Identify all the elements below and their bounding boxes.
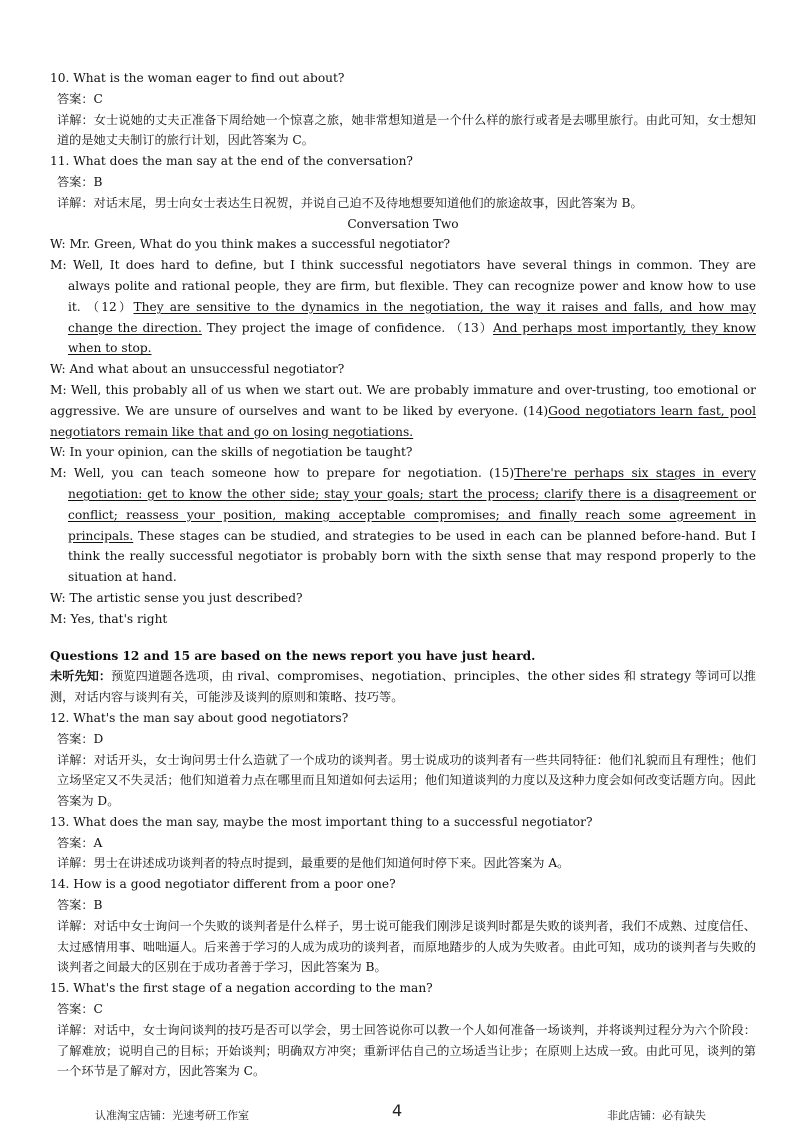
dialogue-m1-text-b: They project the image of confidence. （13） (201, 320, 493, 335)
question-11: 11. What does the man say at the end of the conversation? (50, 154, 413, 169)
question-15: 15. What's the first stage of a negation according to the man? (50, 981, 433, 996)
dialogue-m2-text: M: Well, this probably all of us when we start out. We are probably immature and over-trusting, too emotional or aggressive. We are unsure of ourselves and want to be liked by everyone. (14) (50, 382, 756, 418)
dialogue-m4: M: Yes, that's right (50, 611, 168, 626)
explanation-15: 详解：对话中，女士询问谈判的技巧是否可以学会，男士回答说你可以教一个人如何准备一场谈判，并将谈判过程分为六个阶段：了解难放；说明自己的目标；开始谈判；明确双方冲突；重新评估自己的立场适当让步；在原则上达成一致。由此可见，谈判的第一个环节是了解对方，因此答案为 C。 (57, 1022, 756, 1079)
question-13: 13. What does the man say, maybe the most important thing to a successful negotiator? (50, 814, 593, 829)
explanation-11: 详解：对话末尾，男士向女士表达生日祝贺，并说自己迫不及待地想要知道他们的旅途故事，因此答案为 B。 (57, 195, 643, 210)
footer-left-note: 认准淘宝店铺：光速考研工作室 (95, 1109, 249, 1122)
answer-13: 答案：A (57, 835, 103, 850)
answer-11: 答案：B (57, 174, 103, 189)
preview-text: 预览四道题各选项，由 rival、compromises、negotiation、principles、the other sides 和 strategy 等词可以推测，对话内容与谈判有关，可能涉及谈判的原则和策略、技巧等。 (50, 669, 756, 705)
underlined-answer-14: Good negotiators learn fast, pool negotiators remain like that and go on losing negotiations. (50, 403, 756, 439)
dialogue-w1: W: Mr. Green, What do you think makes a successful negotiator? (50, 237, 451, 252)
dialogue-m1 (50, 255, 756, 359)
question-14: 14. How is a good negotiator different from a poor one? (50, 877, 396, 892)
page-footer (0, 1101, 800, 1125)
answer-12: 答案：D (57, 731, 104, 746)
dialogue-m3 (50, 463, 756, 588)
underlined-answer-12: They are sensitive to the dynamics in the negotiation, the way it raises and falls, and how may change the direction. (68, 299, 756, 335)
section-gap (50, 630, 756, 646)
section-heading: Questions 12 and 15 are based on the news report you have just heard. (50, 648, 536, 663)
document-page (50, 68, 756, 1082)
dialogue-w4: W: The artistic sense you just described? (50, 590, 303, 605)
explanation-12: 详解：对话开头，女士询问男士什么造就了一个成功的谈判者。男士说成功的谈判者有一些共同特征：他们礼貌而且有理性；他们立场坚定又不失灵活；他们知道着力点在哪里而且知道如何去运用；他们知道谈判的力度以及这种力度会如何改变话题方向。因此答案为 D。 (57, 752, 756, 809)
preview-label: 未听先知： (50, 669, 112, 684)
underlined-answer-15: There're perhaps six stages in every negotiation: get to know the other side; stay your goals; start the process; clarify there is a disagreement or conflict; reassess your position, making acceptable compromises; and finally reach some agreement in principals. (68, 466, 756, 543)
answer-14: 答案：B (57, 898, 103, 913)
question-12: 12. What's the man say about good negotiators? (50, 710, 349, 725)
explanation-10: 详解：女士说她的丈夫正准备下周给她一个惊喜之旅，她非常想知道是一个什么样的旅行或者是去哪里旅行。由此可知，女士想知道的是她丈夫制订的旅行计划，因此答案为 C。 (57, 112, 756, 148)
dialogue-m3-text-a: M: Well, you can teach someone how to prepare for negotiation. (15) (50, 466, 515, 481)
dialogue-m1-text-a: M: Well, It does hard to define, but I think successful negotiators have several things in common. They are always polite and rational people, they are firm, but flexible. They can recognize power and know how to use it. （12） (50, 258, 756, 314)
answer-10: 答案：C (57, 91, 103, 106)
dialogue-w3: W: In your opinion, can the skills of negotiation be taught? (50, 445, 413, 460)
dialogue-m3-text-b: These stages can be studied, and strategies to be used in each can be planned before-hand. But I think the really successful negotiator is probably born with the sixth sense that may respond properly to the situation at hand. (68, 528, 756, 585)
explanation-14: 详解：对话中女士询问一个失败的谈判者是什么样子，男士说可能我们刚涉足谈判时都是失败的谈判者，我们不成熟、过度信任、太过感情用事、咄咄逼人。后来善于学习的人成为成功的谈判者，而原地踏步的人成为失败者。由此可知，成功的谈判者与失败的谈判者之间最大的区别在于成功者善于学习，因此答案为 B。 (57, 918, 756, 975)
footer-right-note: 非此店铺：必有缺失 (607, 1109, 706, 1122)
preview-paragraph (50, 666, 756, 708)
conversation-title: Conversation Two (347, 216, 459, 231)
dialogue-m2 (50, 380, 756, 442)
page-number: 4 (392, 1101, 403, 1120)
dialogue-w2: W: And what about an unsuccessful negotiator? (50, 362, 345, 377)
explanation-13: 详解：男士在讲述成功谈判者的特点时提到，最重要的是他们知道何时停下来。因此答案为 A。 (57, 856, 570, 871)
question-10: 10. What is the woman eager to find out about? (50, 71, 345, 85)
underlined-answer-13: And perhaps most importantly, they know when to stop. (68, 320, 756, 356)
answer-15: 答案：C (57, 1002, 103, 1017)
